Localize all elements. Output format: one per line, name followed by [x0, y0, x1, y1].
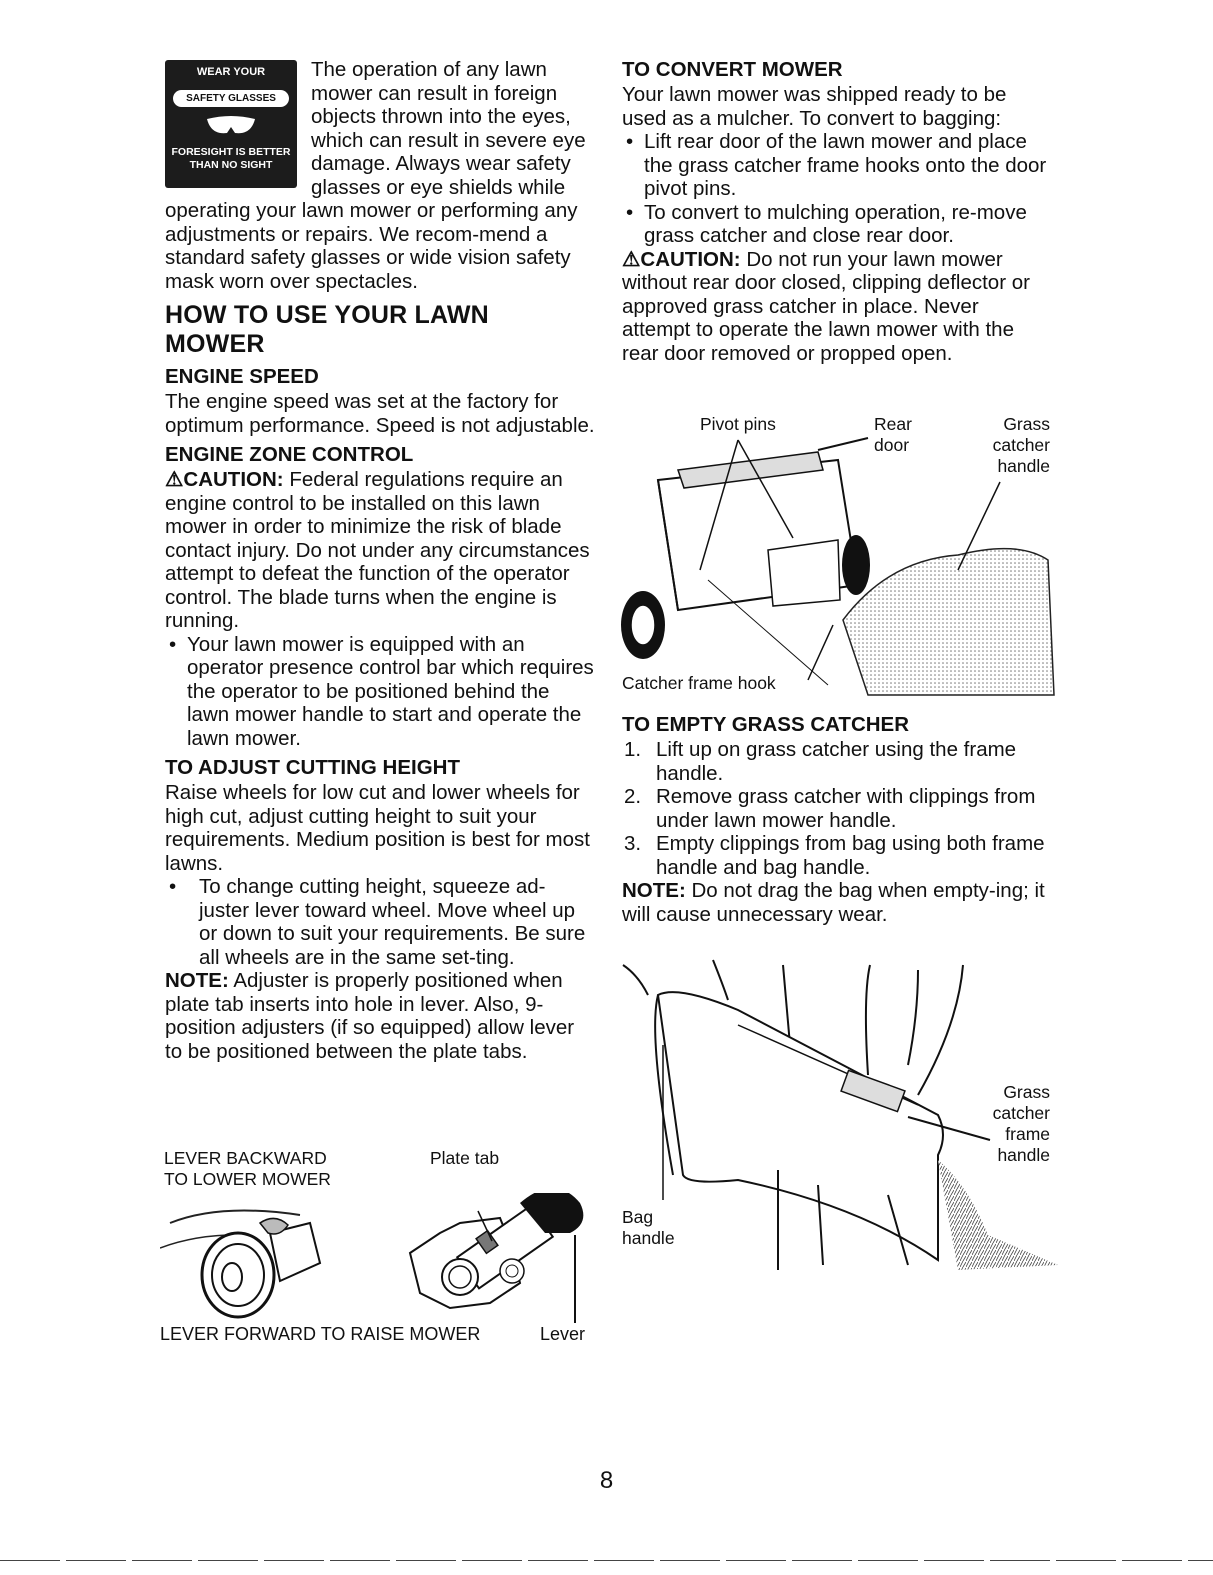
- cutting-height-text: Raise wheels for low cut and lower wheels for high cut, adjust cutting height to suit your requirements. Medium position is best for most lawns.: [165, 781, 590, 875]
- cutting-height-heading: TO ADJUST CUTTING HEIGHT: [165, 756, 460, 779]
- convert-bullet-1: Lift rear door of the lawn mower and place the grass catcher frame hooks onto the door pivot pins.: [644, 130, 1047, 200]
- note-label: NOTE:: [622, 879, 686, 902]
- engine-zone-caution: [165, 468, 595, 633]
- step-text: Lift up on grass catcher using the frame handle.: [656, 738, 1017, 785]
- rear-door-line-2: door: [874, 435, 910, 455]
- main-heading: HOW TO USE YOUR LAWN MOWER: [165, 301, 489, 358]
- list-item: [622, 201, 1052, 248]
- mower-catcher-illustration: [618, 410, 1058, 700]
- empty-catcher-section: [622, 713, 1052, 926]
- frame-handle-line-2: catcher: [992, 1103, 1050, 1123]
- bullet-icon: •: [169, 632, 177, 656]
- badge-line-3: FORESIGHT IS BETTER: [171, 146, 291, 158]
- bag-handle-line-1: Bag: [622, 1207, 654, 1227]
- bullet-icon: •: [626, 200, 634, 224]
- list-item: [622, 738, 1052, 785]
- step-number: 2.: [624, 785, 642, 808]
- frame-handle-line-1: Grass: [1003, 1082, 1050, 1102]
- warning-triangle-icon: ⚠: [622, 247, 641, 271]
- safety-glasses-badge: [165, 60, 297, 188]
- caution-label: CAUTION:: [183, 468, 284, 491]
- convert-caution: [622, 248, 1052, 366]
- badge-line-3-4: [165, 146, 297, 172]
- bullet-icon: •: [626, 130, 634, 153]
- zone-bullet-text: Your lawn mower is equipped with an operator presence control bar which requires the operator to be positioned behind the lawn mower handle to start and operate the lawn mower.: [187, 632, 594, 750]
- step-text: Empty clippings from bag using both frame handle and bag handle.: [656, 832, 1045, 879]
- caution-label: CAUTION:: [640, 247, 741, 271]
- empty-figure: [618, 955, 1058, 1275]
- engine-speed-heading: ENGINE SPEED: [165, 365, 319, 388]
- wheel-lever-illustration: [160, 1193, 600, 1323]
- step-text: Remove grass catcher with clippings from under lawn mower handle.: [656, 785, 1036, 832]
- grass-handle-line-2: catcher: [992, 435, 1050, 455]
- bag-handle-label: [622, 1207, 675, 1249]
- page-number: 8: [599, 1467, 614, 1494]
- list-item: [165, 633, 595, 751]
- catcher-hook-label: Catcher frame hook: [622, 673, 776, 693]
- convert-text: Your lawn mower was shipped ready to be used as a mulcher. To convert to bagging:: [622, 83, 1007, 130]
- frame-handle-line-4: handle: [997, 1145, 1050, 1165]
- bag-handle-line-2: handle: [622, 1228, 675, 1248]
- lever-backward-line-1: LEVER BACKWARD: [164, 1148, 327, 1168]
- note-text: Adjuster is properly positioned when plate tab inserts into hole in lever. Also, 9-position adjusters (if so equipped) allow lever to be positioned between the plate tabs.: [165, 969, 575, 1063]
- list-item: [622, 130, 1052, 201]
- list-item: [165, 875, 595, 969]
- bullet-icon: •: [169, 875, 177, 898]
- lever-backward-label: [164, 1148, 331, 1190]
- pivot-pins-label: Pivot pins: [700, 414, 776, 434]
- lever-figure: [160, 1148, 600, 1348]
- catcher-figure: [618, 410, 1058, 700]
- bottom-rule: [0, 1560, 1213, 1561]
- convert-bullet-2: To convert to mulching operation, re-move grass catcher and close rear door.: [644, 200, 1027, 247]
- plate-tab-label: Plate tab: [430, 1148, 500, 1168]
- frame-handle-line-3: frame: [1005, 1124, 1050, 1144]
- note-label: NOTE:: [165, 969, 229, 992]
- badge-line-1: WEAR YOUR: [196, 66, 266, 78]
- grass-handle-line-1: Grass: [1003, 414, 1050, 434]
- empty-note: [622, 879, 1052, 926]
- right-column: [622, 58, 1052, 365]
- left-column: [165, 58, 595, 1063]
- safety-intro: The operation of any lawn mower can result in foreign objects thrown into the eyes, which can result in severe eye damage. Always wear safety glasses or eye shields while operating your lawn mower or performing any adjustments or repairs. We recom-mend a standard safety glasses or wide vision safety mask worn over spectacles.: [165, 58, 586, 293]
- adjuster-note: [165, 969, 595, 1063]
- caution-text: Do not run your lawn mower without rear door closed, clipping deflector or approved grass catcher in place. Never attempt to operate the lawn mower with the rear door removed or propped open.: [622, 247, 1030, 365]
- lever-backward-line-2: TO LOWER MOWER: [164, 1169, 331, 1189]
- convert-heading: TO CONVERT MOWER: [622, 58, 843, 81]
- grass-handle-line-3: handle: [997, 456, 1050, 476]
- lever-forward-label: LEVER FORWARD TO RAISE MOWER: [160, 1324, 481, 1344]
- badge-line-2: SAFETY GLASSES: [173, 90, 289, 107]
- rear-door-line-1: Rear: [874, 414, 912, 434]
- list-item: [622, 785, 1052, 832]
- frame-handle-label: [978, 1082, 1050, 1166]
- badge-line-4: THAN NO SIGHT: [189, 159, 273, 171]
- note-text: Do not drag the bag when empty-ing; it will cause unnecessary wear.: [622, 879, 1045, 926]
- empty-heading: TO EMPTY GRASS CATCHER: [622, 713, 910, 736]
- height-bullet-text: To change cutting height, squeeze ad-juster lever toward wheel. Move wheel up or down to suit your requirements. Be sure all wheels are in the same set-ting.: [199, 875, 586, 969]
- engine-speed-text: The engine speed was set at the factory for optimum performance. Speed is not adjustable.: [165, 390, 595, 437]
- lever-label: Lever: [540, 1324, 586, 1344]
- engine-zone-heading: ENGINE ZONE CONTROL: [165, 443, 414, 466]
- step-number: 1.: [624, 738, 642, 761]
- safety-glasses-icon: [205, 115, 257, 139]
- step-number: 3.: [624, 832, 642, 855]
- warning-triangle-icon: ⚠: [165, 468, 184, 491]
- caution-text: Federal regulations require an engine control to be installed on this lawn mower in order to minimize the risk of blade contact injury. Do not under any circumstances attempt to defeat the function of the operator control. The blade turns when the engine is running.: [165, 468, 590, 632]
- empty-steps-list: [622, 738, 1052, 879]
- list-item: [622, 832, 1052, 879]
